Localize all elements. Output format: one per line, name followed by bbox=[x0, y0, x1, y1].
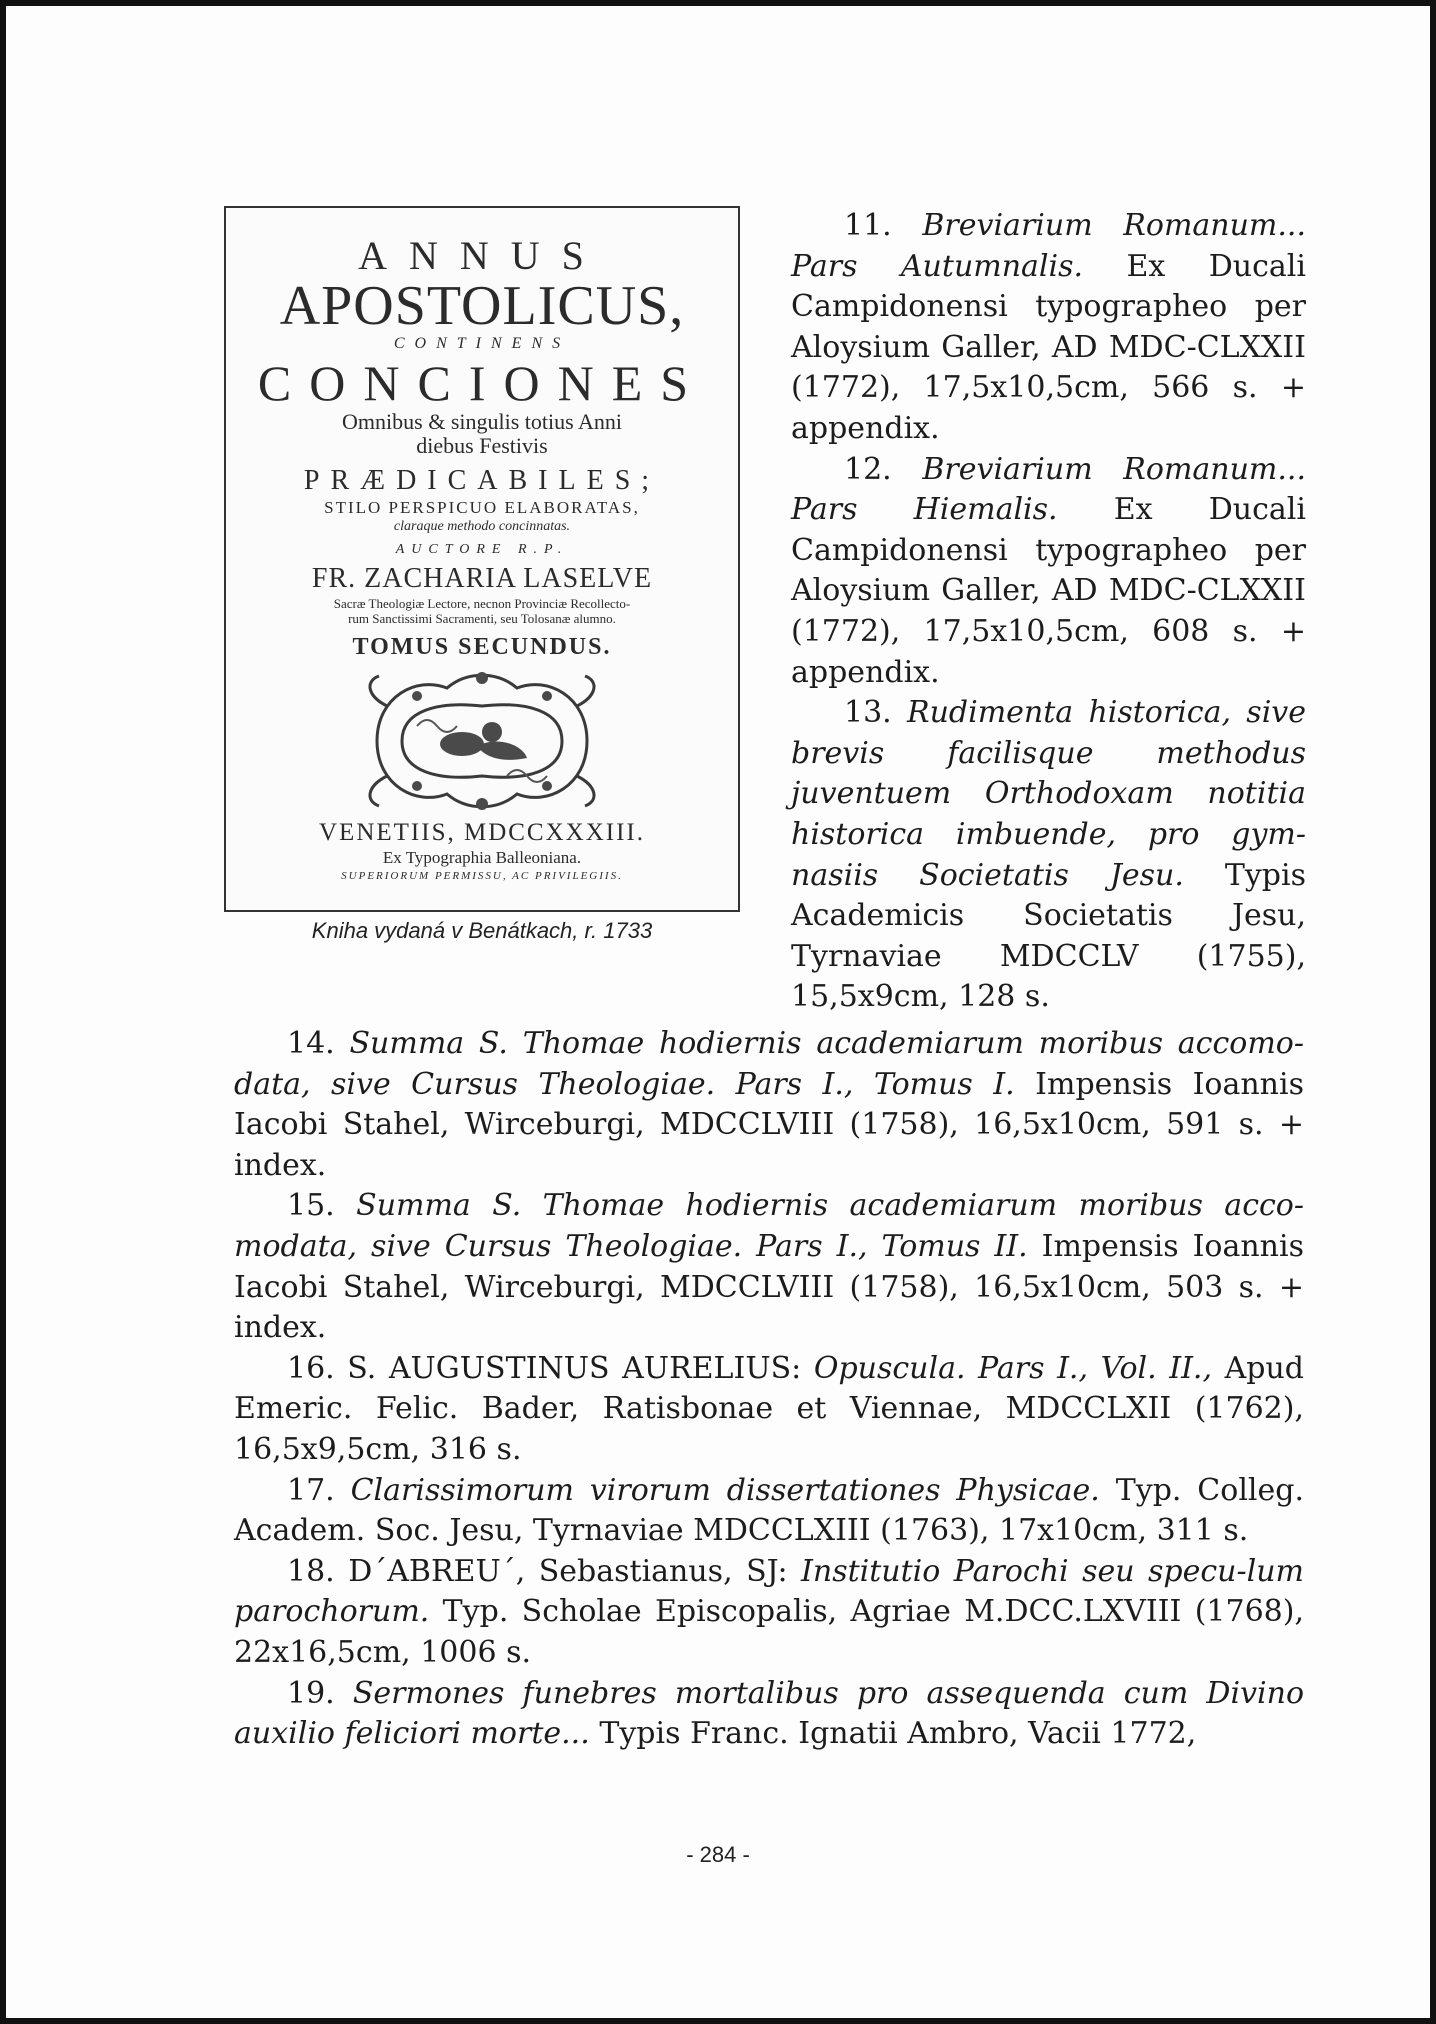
entry-number: 16. bbox=[287, 1350, 335, 1386]
full-width-text bbox=[234, 1024, 1304, 1755]
entry-author: D´ABREU´, Sebastianus, SJ: bbox=[348, 1553, 788, 1589]
entry-title: Rudimenta historica, sive brevis facilisque methodus juventuem Orthodoxam notitia historica imbuende, pro gym-nasiis Societatis Jesu. bbox=[791, 695, 1306, 893]
entry-number: 17. bbox=[287, 1472, 335, 1508]
title-line: rum Sanctissimi Sacramenti, seu Tolosanæ alumno. bbox=[348, 611, 616, 626]
figure-caption: Kniha vydaná v Benátkach, r. 1733 bbox=[311, 918, 653, 943]
entry-details: Typ. Colleg. Academ. Soc. Jesu, Tyrnaviae MDCCLXIII (1763), 17x10cm, 311 s. bbox=[234, 1472, 1304, 1549]
entry-details: Apud Emeric. Felic. Bader, Ratisbonae et Viennae, MDCCLXII (1762), 16,5x9,5cm, 316 s. bbox=[234, 1350, 1304, 1467]
entry-title: Summa S. Thomae hodiernis academiarum moribus accomo-data, sive Cursus Theologiae. Pars I., Tomus I. bbox=[234, 1026, 1304, 1102]
title-line: CONCIONES bbox=[257, 355, 707, 411]
printer-vignette-icon bbox=[357, 666, 607, 816]
entry-title: Summa S. Thomae hodiernis academiarum moribus acco-modata, sive Cursus Theologiae. Pars I., Tomus II. bbox=[234, 1188, 1304, 1264]
title-line: TOMUS SECUNDUS. bbox=[352, 634, 612, 660]
list-item bbox=[234, 1349, 1304, 1471]
entry-details: Typis Academicis Societatis Jesu, Tyrnaviae MDCCLV (1755), 15,5x9cm, 128 s. bbox=[791, 857, 1306, 1015]
entry-number: 12. bbox=[844, 451, 892, 487]
list-item bbox=[234, 1552, 1304, 1674]
entry-author: S. AUGUSTINUS AURELIUS: bbox=[347, 1350, 802, 1386]
title-line: CONTINENS bbox=[393, 335, 571, 352]
list-item bbox=[234, 1186, 1304, 1348]
entry-title: Sermones funebres mortalibus pro assequenda cum Divino auxilio feliciori morte... bbox=[234, 1675, 1304, 1752]
list-item bbox=[234, 1471, 1304, 1552]
entry-details: Impensis Ioannis Iacobi Stahel, Wirceburgi, MDCCLVIII (1758), 16,5x10cm, 591 s. + index. bbox=[234, 1066, 1304, 1183]
title-line: Omnibus & singulis totius Anni bbox=[342, 409, 622, 434]
entry-number: 14. bbox=[287, 1026, 335, 1061]
entry-title: Institutio Parochi seu specu-lum parochorum. bbox=[234, 1553, 1304, 1630]
entry-title: Breviarium Romanum... Pars Hiemalis. bbox=[791, 451, 1306, 528]
entry-details: Ex Ducali Campidonensi typographeo per Aloysium Galler, AD MDC-CLXXII (1772), 17,5x10,5cm, 608 s. + appendix. bbox=[791, 492, 1306, 690]
title-line: PRÆDICABILES; bbox=[303, 465, 661, 496]
entry-number: 18. bbox=[287, 1553, 335, 1589]
title-line: STILO PERSPICUO ELABORATAS, bbox=[324, 498, 640, 517]
entry-title: Breviarium Romanum... Pars Autumnalis. bbox=[791, 208, 1306, 284]
title-line: APOSTOLICUS, bbox=[279, 275, 685, 337]
entry-number: 13. bbox=[844, 695, 892, 731]
entry-number: 11. bbox=[844, 208, 892, 243]
title-line: Sacræ Theologiæ Lectore, necnon Provinciæ Recollecto- bbox=[333, 596, 631, 611]
entry-number: 19. bbox=[287, 1675, 335, 1711]
entry-details: Ex Ducali Campidonensi typographeo per Aloysium Galler, AD MDC-CLXXII (1772), 17,5x10,5cm, 566 s. + appendix. bbox=[791, 248, 1306, 446]
list-item bbox=[791, 206, 1306, 450]
title-line: diebus Festivis bbox=[416, 433, 548, 458]
entry-title: Clarissimorum virorum dissertationes Physicae. bbox=[350, 1472, 1100, 1508]
title-line: FR. ZACHARIA LASELVE bbox=[311, 563, 653, 594]
entry-details: Impensis Ioannis Iacobi Stahel, Wirceburgi, MDCCLVIII (1758), 16,5x10cm, 503 s. + index. bbox=[234, 1228, 1304, 1346]
title-line: Ex Typographia Balleoniana. bbox=[382, 848, 582, 867]
right-column-text bbox=[791, 206, 1306, 1018]
list-item bbox=[234, 1024, 1304, 1186]
list-item bbox=[791, 450, 1306, 694]
title-line: claraque methodo concinnatas. bbox=[393, 519, 571, 534]
entry-details: Typis Franc. Ignatii Ambro, Vacii 1772, bbox=[599, 1716, 1197, 1752]
list-item bbox=[234, 1674, 1304, 1755]
book-title-page-image bbox=[224, 206, 740, 912]
title-line: SUPERIORUM PERMISSU, AC PRIVILEGIIS. bbox=[341, 870, 623, 882]
page-number: - 284 - bbox=[686, 1842, 750, 1867]
title-line: VENETIIS, MDCCXXXIII. bbox=[319, 819, 645, 846]
list-item bbox=[791, 693, 1306, 1018]
title-line: ANNUS bbox=[358, 233, 606, 278]
entry-number: 15. bbox=[287, 1188, 335, 1224]
title-line: AUCTORE R.P. bbox=[395, 542, 569, 557]
entry-title: Opuscula. Pars I., Vol. II., bbox=[813, 1350, 1213, 1386]
entry-details: Typ. Scholae Episcopalis, Agriae M.DCC.LXVIII (1768), 22x16,5cm, 1006 s. bbox=[234, 1594, 1304, 1670]
